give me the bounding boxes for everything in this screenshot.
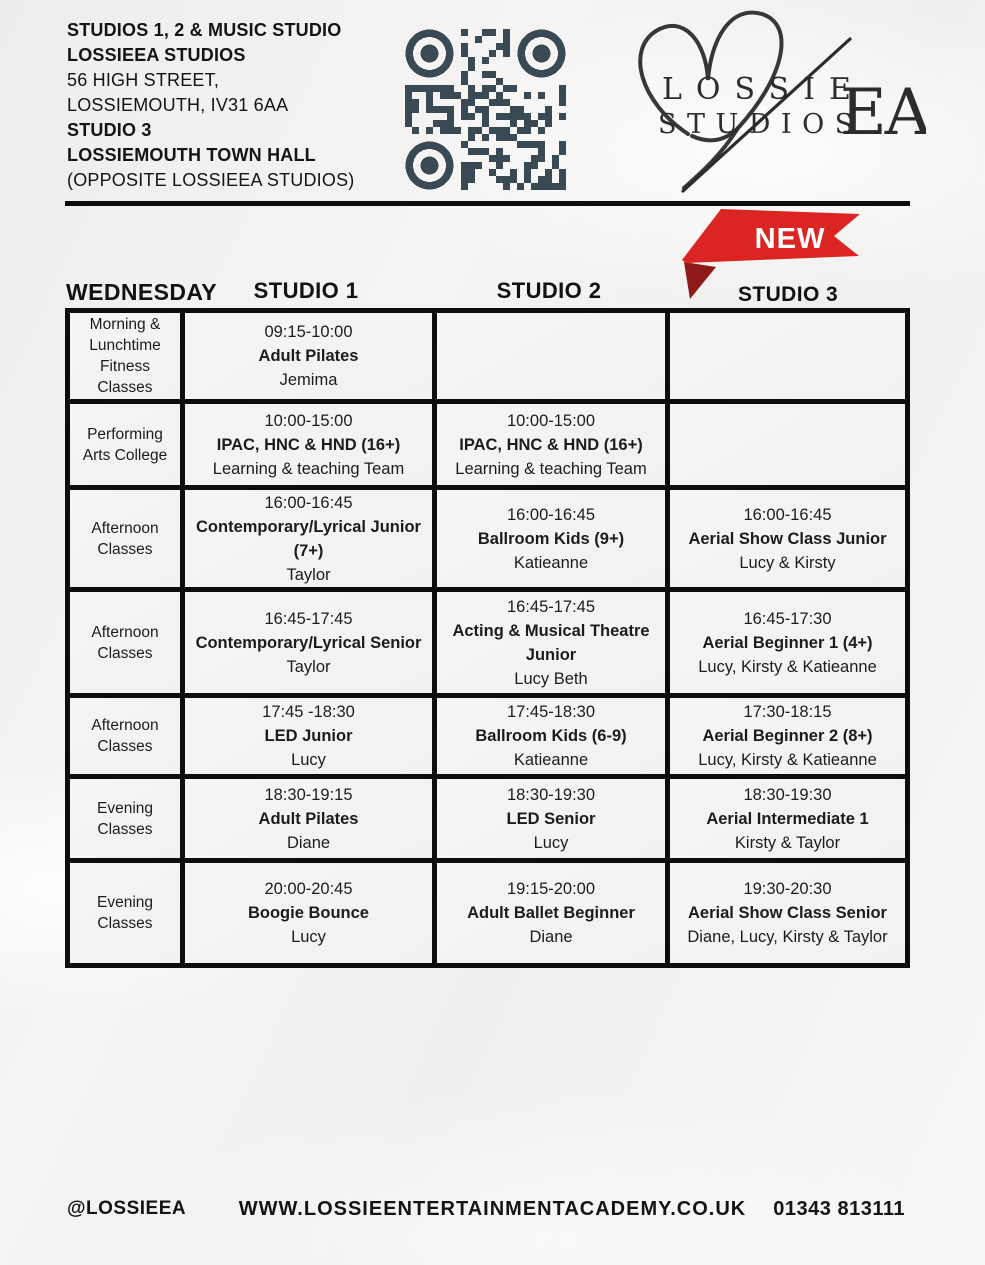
lossieea-logo: [626, 2, 926, 198]
class-teacher: Lucy, Kirsty & Katieanne: [698, 751, 877, 769]
class-teacher: Taylor: [286, 657, 331, 676]
website-url: WWW.LOSSIEENTERTAINMENTACADEMY.CO.UK: [238, 1198, 747, 1220]
class-time: 17:30-18:15: [743, 703, 832, 721]
row-label-cell: Evening Classes: [70, 863, 180, 963]
class-cell: [670, 490, 905, 587]
class-teacher: Kirsty & Taylor: [734, 833, 841, 852]
class-teacher: Diane: [286, 833, 331, 852]
class-name: Aerial Show Class Senior: [688, 904, 887, 922]
class-cell: [670, 779, 905, 858]
row-label-cell: Evening Classes: [70, 779, 180, 858]
class-time: 10:00-15:00: [264, 411, 353, 430]
column-header-studio-2: STUDIO 2: [496, 278, 602, 303]
schedule-headers: [65, 272, 910, 308]
logo-word-studios: STUDIOS: [658, 109, 864, 140]
class-teacher: Lucy: [291, 751, 326, 769]
studio-address-block: [67, 18, 354, 193]
address-line: (OPPOSITE LOSSIEEA STUDIOS): [67, 170, 355, 190]
class-name: LED Senior: [506, 809, 596, 828]
class-cell: [437, 592, 665, 693]
class-cell: [185, 592, 432, 693]
phone-number: 01343 813111: [773, 1198, 905, 1220]
heart-sketch-icon: [626, 2, 926, 198]
class-time: 16:45-17:30: [743, 609, 832, 628]
class-cell: [437, 698, 665, 774]
class-cell: [185, 404, 432, 485]
class-time: 19:30-20:30: [743, 880, 832, 898]
column-header-studio-1: STUDIO 1: [253, 278, 359, 303]
class-name: IPAC, HNC & HND (16+): [216, 435, 401, 454]
class-teacher: Learning & teaching Team: [212, 459, 405, 478]
class-name: Aerial Show Class Junior: [688, 529, 887, 548]
logo-word-lossie: LOSSIE: [662, 72, 865, 107]
class-time: 18:30-19:15: [264, 785, 353, 804]
class-name: Adult Pilates: [258, 347, 359, 365]
ribbon-new-label: NEW: [754, 223, 826, 255]
row-label-cell: Performing Arts College: [70, 404, 180, 485]
class-name: Aerial Intermediate 1: [706, 809, 869, 828]
class-name: Aerial Beginner 2 (8+): [702, 727, 873, 745]
class-cell-empty: [437, 313, 665, 399]
class-name: Boogie Bounce: [247, 904, 369, 922]
address-line: STUDIOS 1, 2 & MUSIC STUDIO: [67, 20, 342, 40]
class-name: Adult Pilates: [258, 809, 359, 828]
class-time: 10:00-15:00: [506, 411, 596, 430]
class-cell: [185, 698, 432, 774]
class-time: 16:45-17:45: [506, 597, 596, 616]
class-time: 16:00-16:45: [506, 505, 596, 524]
class-cell: [185, 863, 432, 963]
class-teacher: Lucy: [291, 928, 326, 946]
class-teacher: Lucy & Kirsty: [739, 553, 836, 572]
row-label-cell: Afternoon Classes: [70, 490, 180, 587]
class-name: Contemporary/Lyrical Junior (7+): [196, 517, 421, 560]
class-name: Ballroom Kids (9+): [477, 529, 625, 548]
row-label-cell: Afternoon Classes: [70, 592, 180, 693]
social-handle: @LOSSIEEA: [67, 1198, 187, 1219]
class-time: 18:30-19:30: [506, 785, 596, 804]
class-cell-empty: [670, 313, 905, 399]
class-cell: [437, 779, 665, 858]
address-line: 56 HIGH STREET,: [67, 70, 220, 90]
class-name: Aerial Beginner 1 (4+): [702, 633, 873, 652]
class-cell: [185, 490, 432, 587]
address-line: LOSSIEMOUTH, IV31 6AA: [67, 95, 289, 115]
class-teacher: Katieanne: [513, 751, 589, 769]
class-cell: [670, 863, 905, 963]
class-name: Adult Ballet Beginner: [467, 904, 635, 922]
class-time: 19:15-20:00: [506, 880, 596, 898]
class-time: 20:00-20:45: [264, 880, 353, 898]
class-name: LED Junior: [264, 727, 353, 745]
class-teacher: Learning & teaching Team: [455, 459, 647, 478]
schedule-table: [65, 308, 910, 968]
address-line: LOSSIEEA STUDIOS: [67, 45, 246, 65]
class-teacher: Lucy Beth: [514, 669, 588, 688]
class-time: 17:45 -18:30: [262, 703, 355, 721]
address-line: LOSSIEMOUTH TOWN HALL: [67, 145, 316, 165]
class-cell: [437, 490, 665, 587]
class-name: IPAC, HNC & HND (16+): [459, 435, 643, 454]
class-time: 17:45-18:30: [506, 703, 596, 721]
class-time: 16:45-17:45: [264, 609, 353, 628]
class-cell: [437, 404, 665, 485]
class-cell: [185, 779, 432, 858]
class-cell: [185, 313, 432, 399]
class-teacher: Diane: [529, 928, 573, 946]
class-cell: [437, 863, 665, 963]
class-cell: [670, 592, 905, 693]
class-cell-empty: [670, 404, 905, 485]
class-teacher: Taylor: [286, 565, 331, 584]
class-name: Acting & Musical Theatre Junior: [452, 621, 650, 664]
address-line: STUDIO 3: [67, 120, 152, 140]
class-time: 09:15-10:00: [264, 323, 353, 341]
class-name: Ballroom Kids (6-9): [475, 727, 627, 745]
row-label-cell: Morning & Lunchtime Fitness Classes: [70, 313, 180, 399]
class-teacher: Diane, Lucy, Kirsty & Taylor: [687, 928, 888, 946]
day-title: WEDNESDAY: [66, 279, 217, 305]
class-time: 16:00-16:45: [264, 493, 353, 512]
class-name: Contemporary/Lyrical Senior: [195, 633, 422, 652]
column-header-studio-3: STUDIO 3: [737, 283, 839, 306]
class-teacher: Lucy, Kirsty & Katieanne: [698, 657, 877, 676]
class-time: 18:30-19:30: [743, 785, 832, 804]
class-teacher: Lucy: [533, 833, 569, 852]
qr-code-image: [399, 27, 573, 195]
footer-contact-bar: [0, 1198, 985, 1228]
class-teacher: Katieanne: [513, 553, 589, 572]
row-label-cell: Afternoon Classes: [70, 698, 180, 774]
class-teacher: Jemima: [279, 371, 338, 389]
logo-suffix-ea: EA: [840, 76, 926, 150]
class-cell: [670, 698, 905, 774]
class-time: 16:00-16:45: [743, 505, 832, 524]
